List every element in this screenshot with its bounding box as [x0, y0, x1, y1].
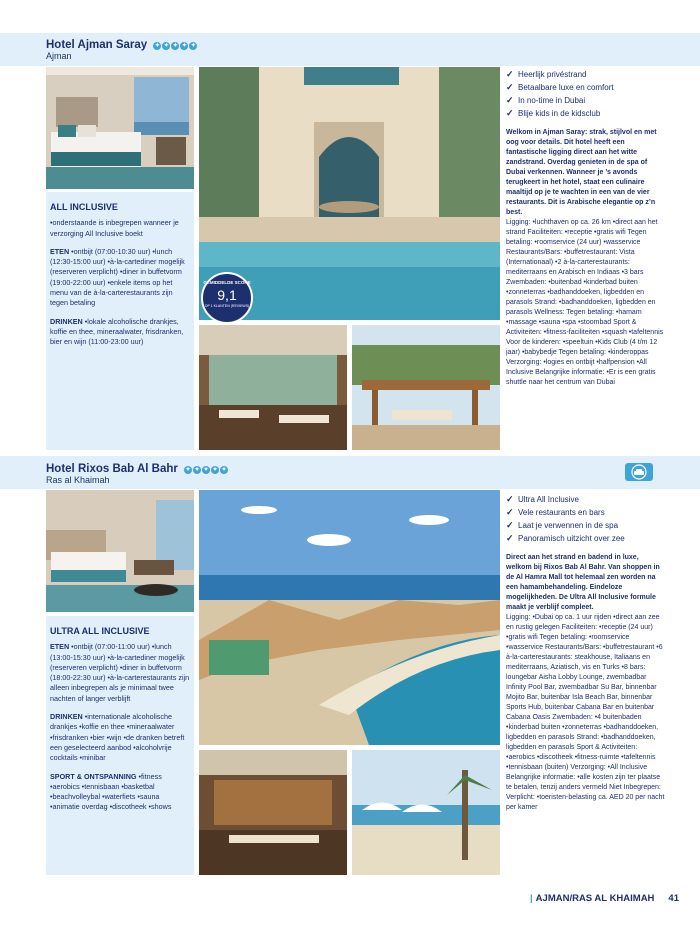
hotel2-title: Hotel Rixos Bab Al Bahr ✦ ✦ ✦ ✦ ✦ — [46, 462, 229, 475]
star-icon: ✦ — [163, 43, 169, 49]
box-title: ALL INCLUSIVE — [50, 202, 118, 212]
box-drinken: DRINKEN •lokale alcoholische drankjes, koffie en thee, mineraalwater, frisdranken, bier en wijn (11:00-23:00 uur) — [50, 316, 184, 347]
page-footer: | AJMAN/RAS AL KHAIMAH 41 — [530, 893, 679, 904]
checkmark-icon: ✓ — [506, 108, 514, 118]
footer-region: AJMAN/RAS AL KHAIMAH — [535, 893, 655, 904]
star-icon: ✦ — [172, 43, 178, 49]
checkmark-icon: ✓ — [506, 69, 514, 79]
box-drinken: DRINKEN •internationale alcoholische drankjes •koffie en thee •mineraalwater •frisdranken •bier •wijn •de dranken betreft een geselecteerd aanbod •alcoholvrije cocktails •minibar — [50, 712, 185, 763]
hotel2-location: Ras al Khaimah — [46, 475, 110, 485]
hotel2-description-column — [506, 493, 666, 813]
highlight-item: ✓ Blije kids in de kidsclub — [506, 108, 601, 118]
star-icon: ✦ — [154, 43, 160, 49]
highlight-item: ✓ Vele restaurants en bars — [506, 507, 605, 517]
hotel1-terrace-photo — [352, 325, 500, 450]
hotel1-location: Ajman — [46, 51, 72, 61]
star-icon: ✦ — [185, 467, 191, 473]
box-eten: ETEN •ontbijt (07:00-11:00 uur) •lunch (13:00-15:30 uur) •à-la-cartediner mogelijk (reserveren verplicht) •diner in buffetvorm (18:00-22:30 uur) •à-la-carterestaurants zijn alleen inbegrepen als je minimaal twee nachten of langer verblijft — [50, 642, 190, 703]
star-icon: ✦ — [190, 43, 196, 49]
box-title: ULTRA ALL INCLUSIVE — [50, 626, 150, 636]
hotel2-bar-photo — [199, 750, 347, 875]
review-score: 9,1 — [217, 287, 237, 303]
hotel2-ultra-all-inclusive-box — [46, 616, 194, 875]
checkmark-icon: ✓ — [506, 520, 514, 530]
hotel1-title: Hotel Ajman Saray ✦ ✦ ✦ ✦ ✦ — [46, 38, 198, 51]
highlight-item: ✓ Laat je verwennen in de spa — [506, 520, 619, 530]
star-icon: ✦ — [194, 467, 200, 473]
page-number: 41 — [668, 893, 679, 904]
box-sport: SPORT & ONTSPANNING •fitness •aerobics •tennisbaan •basketbal •beachvolleybal •waterfiets •sauna •animatie overdag •discotheek •shows — [50, 771, 172, 812]
hotel1-intro: Welkom in Ajman Saray: strak, stijlvol en met oog voor details. Dit hotel heeft een fantastische ligging direct aan het witte zandstrand. Overdag genieten in de spa of Dubai verkennen. Wanneer je ’s avonds terugkeert in het hotel, staat een culinaire maaltijd op je te wachten in een van de vier restaurants. Dit is Arabische elegantie op z’n best. — [506, 129, 657, 216]
hotel2-beach-photo — [352, 750, 500, 875]
checkmark-icon: ✓ — [506, 507, 514, 517]
hotel1-all-inclusive-box — [46, 192, 194, 450]
star-icon: ✦ — [221, 467, 227, 473]
hotel1-restaurant-photo — [199, 325, 347, 450]
highlight-item: ✓ Panoramisch uitzicht over zee — [506, 533, 625, 543]
highlight-item: ✓ Betaalbare luxe en comfort — [506, 82, 614, 92]
checkmark-icon: ✓ — [506, 95, 514, 105]
highlight-item: ✓ Ultra All Inclusive — [506, 494, 579, 504]
highlight-item: ✓ In no-time in Dubai — [506, 95, 586, 105]
highlight-item: ✓ Heerlijk privéstrand — [506, 69, 587, 79]
car-icon — [625, 463, 653, 481]
box-intro: •onderstaande is inbegrepen wanneer je verzorging All Inclusive boekt — [50, 218, 179, 238]
hotel2-intro: Direct aan het strand en badend in luxe, welkom bij Rixos Bab Al Bahr. Van shoppen in de Al Hamra Mall tot helemaal zen worden na een hamambehandeling. Eindeloze mogelijkheden. De Ultra All Inclusive formule maakt je verblijf compleet. — [506, 554, 660, 611]
star-icon: ✦ — [212, 467, 218, 473]
checkmark-icon: ✓ — [506, 494, 514, 504]
hotel2-rating-stars — [184, 462, 229, 474]
star-icon: ✦ — [181, 43, 187, 49]
hotel1-bedroom-photo — [46, 67, 194, 189]
hotel2-aerial-photo — [199, 490, 500, 745]
star-icon: ✦ — [203, 467, 209, 473]
checkmark-icon: ✓ — [506, 82, 514, 92]
hotel1-rating-stars — [153, 38, 198, 50]
review-score-badge: GEMIDDELDE SCORE 9,1 OP 1 KLANTEN (REVIEWS) — [201, 272, 253, 324]
checkmark-icon: ✓ — [506, 533, 514, 543]
hotel1-details: Ligging: •luchthaven op ca. 26 km •direct aan het strand Faciliteiten: •receptie •gratis wifi Tegen betaling: •roomservice (24 uur) •wasservice Restaurants/Bars: •buffetrestaurant: Vista (Internationaal) •2 à-la-carterestaurants: mediterraans en Arabisch en Indiaas •3 bars Zwembaden: •buitenbad •kinderbad buiten •zonneterras •badhanddoeken, ligbedden en parasols Strand: •badhanddoeken, ligbedden en parasols Wellness: Tegen betaling: •hamam •massage •sauna •spa •stoombad Sport & Activiteiten: •fitness-faciliteiten •squash •tafeltennis Voor de kinderen: •speeltuin •Kids Club (4 t/m 12 jaar) •babybedje Tegen betaling: •kinderoppas Verzorging: •logies en ontbijt •halfpension •All Inclusive Belangrijke informatie: •Er is een gratis shuttle naar het centrum van Dubai — [506, 219, 664, 386]
hotel2-details: Ligging: •Dubai op ca. 1 uur rijden •direct aan zee en rustig gelegen Faciliteiten: •receptie (24 uur) •gratis wifi Tegen betaling: •roomservice •wasservice Restaurants/Bars: •buffetrestaurant •6 à-la-carterestaurants: steakhouse, Italiaans en mediterraans, Aziatisch, vis en Turks •8 bars: loungebar Aisha Lobby Lounge, zwembadbar Infinity Pool Bar, zwembadbar Su Bar, binnenbar Mojito Bar, buitenbar Isla Beach Bar, binnenbar Sports Hub, buitenbar Cabana Bar en buitenbar Cabana Oasis Zwembaden: •4 buitenbaden •kinderbad buiten •zonneterras •badhanddoeken, ligbedden en parasols Strand: •badhanddoeken, ligbedden en parasols Sport & Activiteiten: •aerobics •discotheek •fitness-ruimte •tafeltennis •tennisbaan (buiten) Verzorging: •All Inclusive Belangrijke informatie: •alle kosten zijn ter plaatse te betalen, tenzij anders vermeld Niet Inbegrepen: Verplicht: •toeristen-belasting ca. AED 20 per nacht per kamer — [506, 614, 665, 811]
hotel1-description-column — [506, 68, 666, 388]
hotel2-room-photo — [46, 490, 194, 612]
box-eten: ETEN •ontbijt (07:00-10:30 uur) •lunch (12:30-15:00 uur) •à-la-cartediner mogelijk (reserveren verplicht) •diner in buffetvorm (19:00-22:00 uur) •enkele items op het menu van de à-la-carterestaurants zijn tegen betaling — [50, 246, 185, 308]
